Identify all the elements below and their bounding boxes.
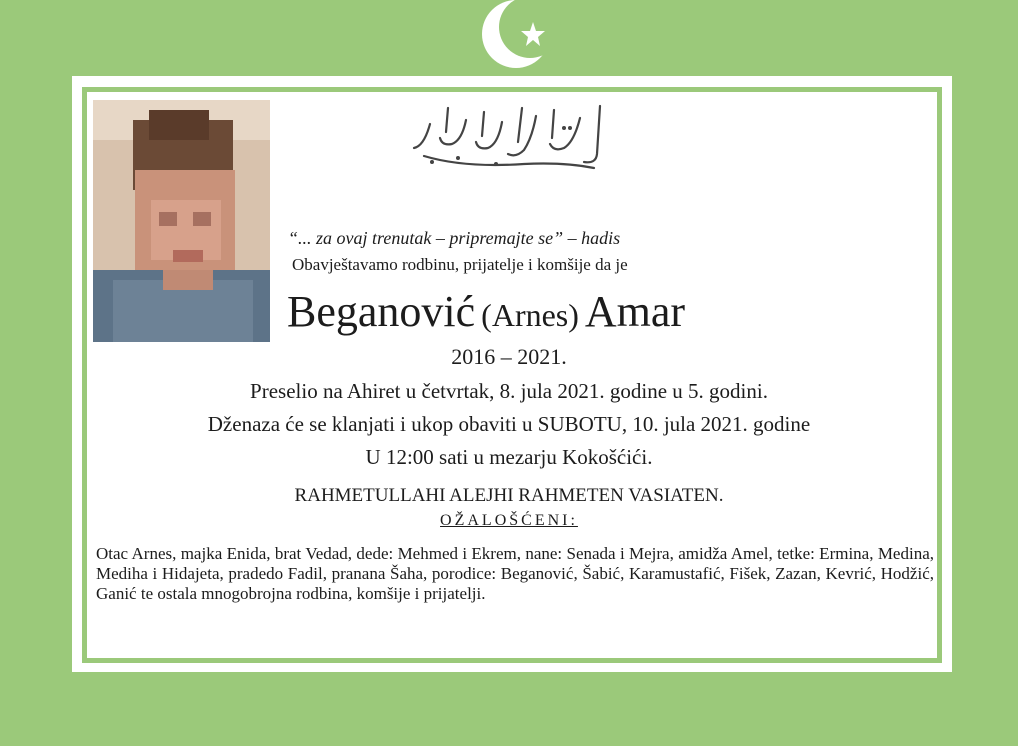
death-info: Preselio na Ahiret u četvrtak, 8. jula 2021. godine u 5. godini. — [250, 379, 768, 403]
prayer-text: RAHMETULLAHI ALEJHI RAHMETEN VASIATEN. — [294, 485, 724, 506]
portrait-photo — [93, 100, 270, 342]
deceased-name — [287, 286, 685, 337]
family-list: Otac Arnes, majka Enida, brat Vedad, dede: Mehmed i Ekrem, nane: Senada i Mejra, amidža Amel, tetke: Ermina, Medina, Mediha i Hidajeta, pradedo Fadil, pranana Šaha, porodice: Beganović, Šabić, Karamustafić, Fišek, Zazan, Kevrić, Hodžić, Ganić te ostala mnogobrojna rodbina, komšije i prijatelji. — [96, 544, 934, 603]
crescent-star-icon — [476, 0, 566, 80]
life-years: 2016 – 2021. — [451, 344, 567, 369]
surname: Beganović — [287, 287, 476, 336]
burial-time: U 12:00 sati u mezarju Kokošćići. — [365, 445, 653, 469]
hadith-quote: “... za ovaj trenutak – pripremajte se” – hadis — [288, 228, 621, 248]
parent-name: (Arnes) — [481, 297, 579, 333]
funeral-info: Dženaza će se klanjati i ukop obaviti u SUBOTU, 10. jula 2021. godine — [207, 412, 811, 436]
first-name: Amar — [584, 287, 686, 336]
arabic-calligraphy — [404, 98, 612, 174]
mourners-heading: OŽALOŠĆENI: — [440, 512, 578, 529]
intro-text: Obavještavamo rodbinu, prijatelje i komšije da je — [292, 255, 628, 274]
calligraphy-text: ارتحال دار بقا — [404, 98, 410, 99]
